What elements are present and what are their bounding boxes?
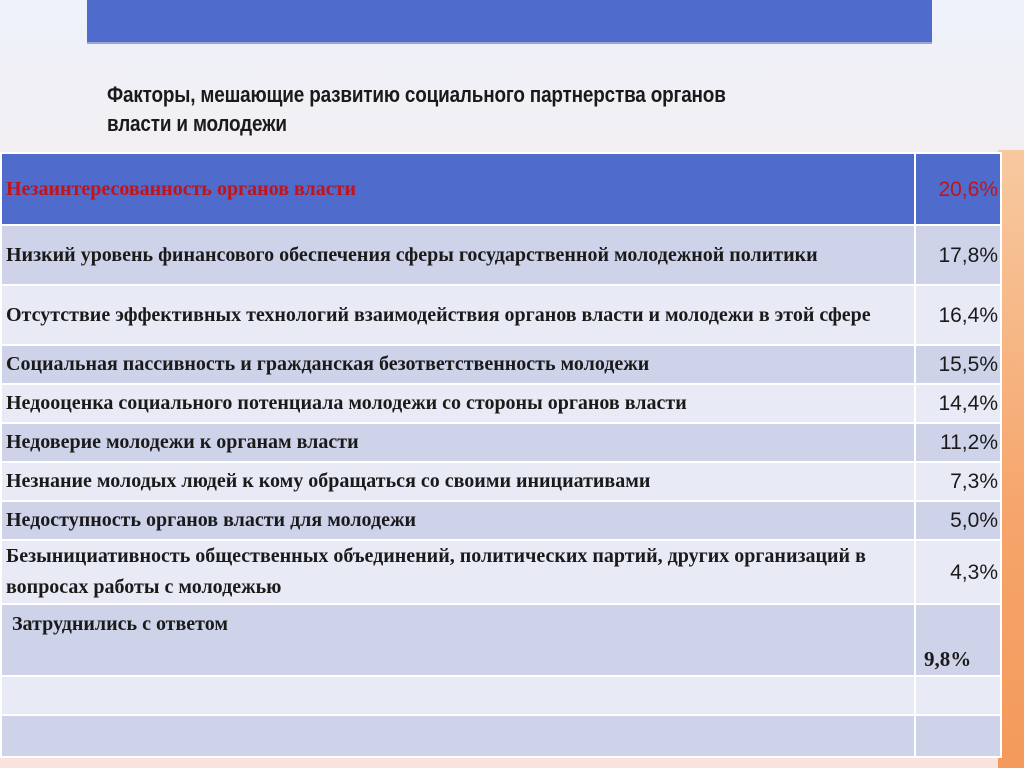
table-row: [1, 423, 1001, 462]
slide-title: Факторы, мешающие развитию социального партнерства органов власти и молодежи: [107, 82, 726, 136]
table-row: [1, 540, 1001, 604]
factor-percent: 5,0%: [915, 501, 1001, 540]
factor-label: Безынициативность общественных объединений, политических партий, других организаций в вопросах работы с молодежью: [1, 540, 915, 604]
factor-percent: 9,8%: [915, 604, 1001, 676]
top-banner: [87, 0, 932, 44]
table-row: [1, 501, 1001, 540]
table-row: [1, 604, 1001, 676]
factor-percent: 4,3%: [915, 540, 1001, 604]
factor-percent: 20,6%: [915, 153, 1001, 225]
table-row: [1, 462, 1001, 501]
factor-label: Незаинтересованность органов власти: [1, 153, 915, 225]
factor-percent: 14,4%: [915, 384, 1001, 423]
empty-cell: [1, 715, 915, 757]
factor-percent: 17,8%: [915, 225, 1001, 285]
empty-row: [1, 676, 1001, 715]
empty-row: [1, 715, 1001, 757]
factor-label: Отсутствие эффективных технологий взаимодействия органов власти и молодежи в этой сфере: [1, 285, 915, 345]
table-row: [1, 384, 1001, 423]
factor-label: Недоступность органов власти для молодежи: [1, 501, 915, 540]
empty-cell: [915, 715, 1001, 757]
table-row: [1, 345, 1001, 384]
factor-percent: 16,4%: [915, 285, 1001, 345]
factor-percent: 15,5%: [915, 345, 1001, 384]
empty-cell: [1, 676, 915, 715]
factors-table: [0, 152, 1002, 758]
factor-label: Социальная пассивность и гражданская безответственность молодежи: [1, 345, 915, 384]
factor-percent: 11,2%: [915, 423, 1001, 462]
table-row: [1, 225, 1001, 285]
factor-label: Недоверие молодежи к органам власти: [1, 423, 915, 462]
table-row: [1, 285, 1001, 345]
factor-percent: 7,3%: [915, 462, 1001, 501]
factor-label: Затруднились с ответом: [1, 604, 915, 676]
factor-label: Незнание молодых людей к кому обращаться со своими инициативами: [1, 462, 915, 501]
factor-label: Низкий уровень финансового обеспечения сферы государственной молодежной политики: [1, 225, 915, 285]
factor-label: Недооценка социального потенциала молодежи со стороны органов власти: [1, 384, 915, 423]
empty-cell: [915, 676, 1001, 715]
table-row: [1, 153, 1001, 225]
